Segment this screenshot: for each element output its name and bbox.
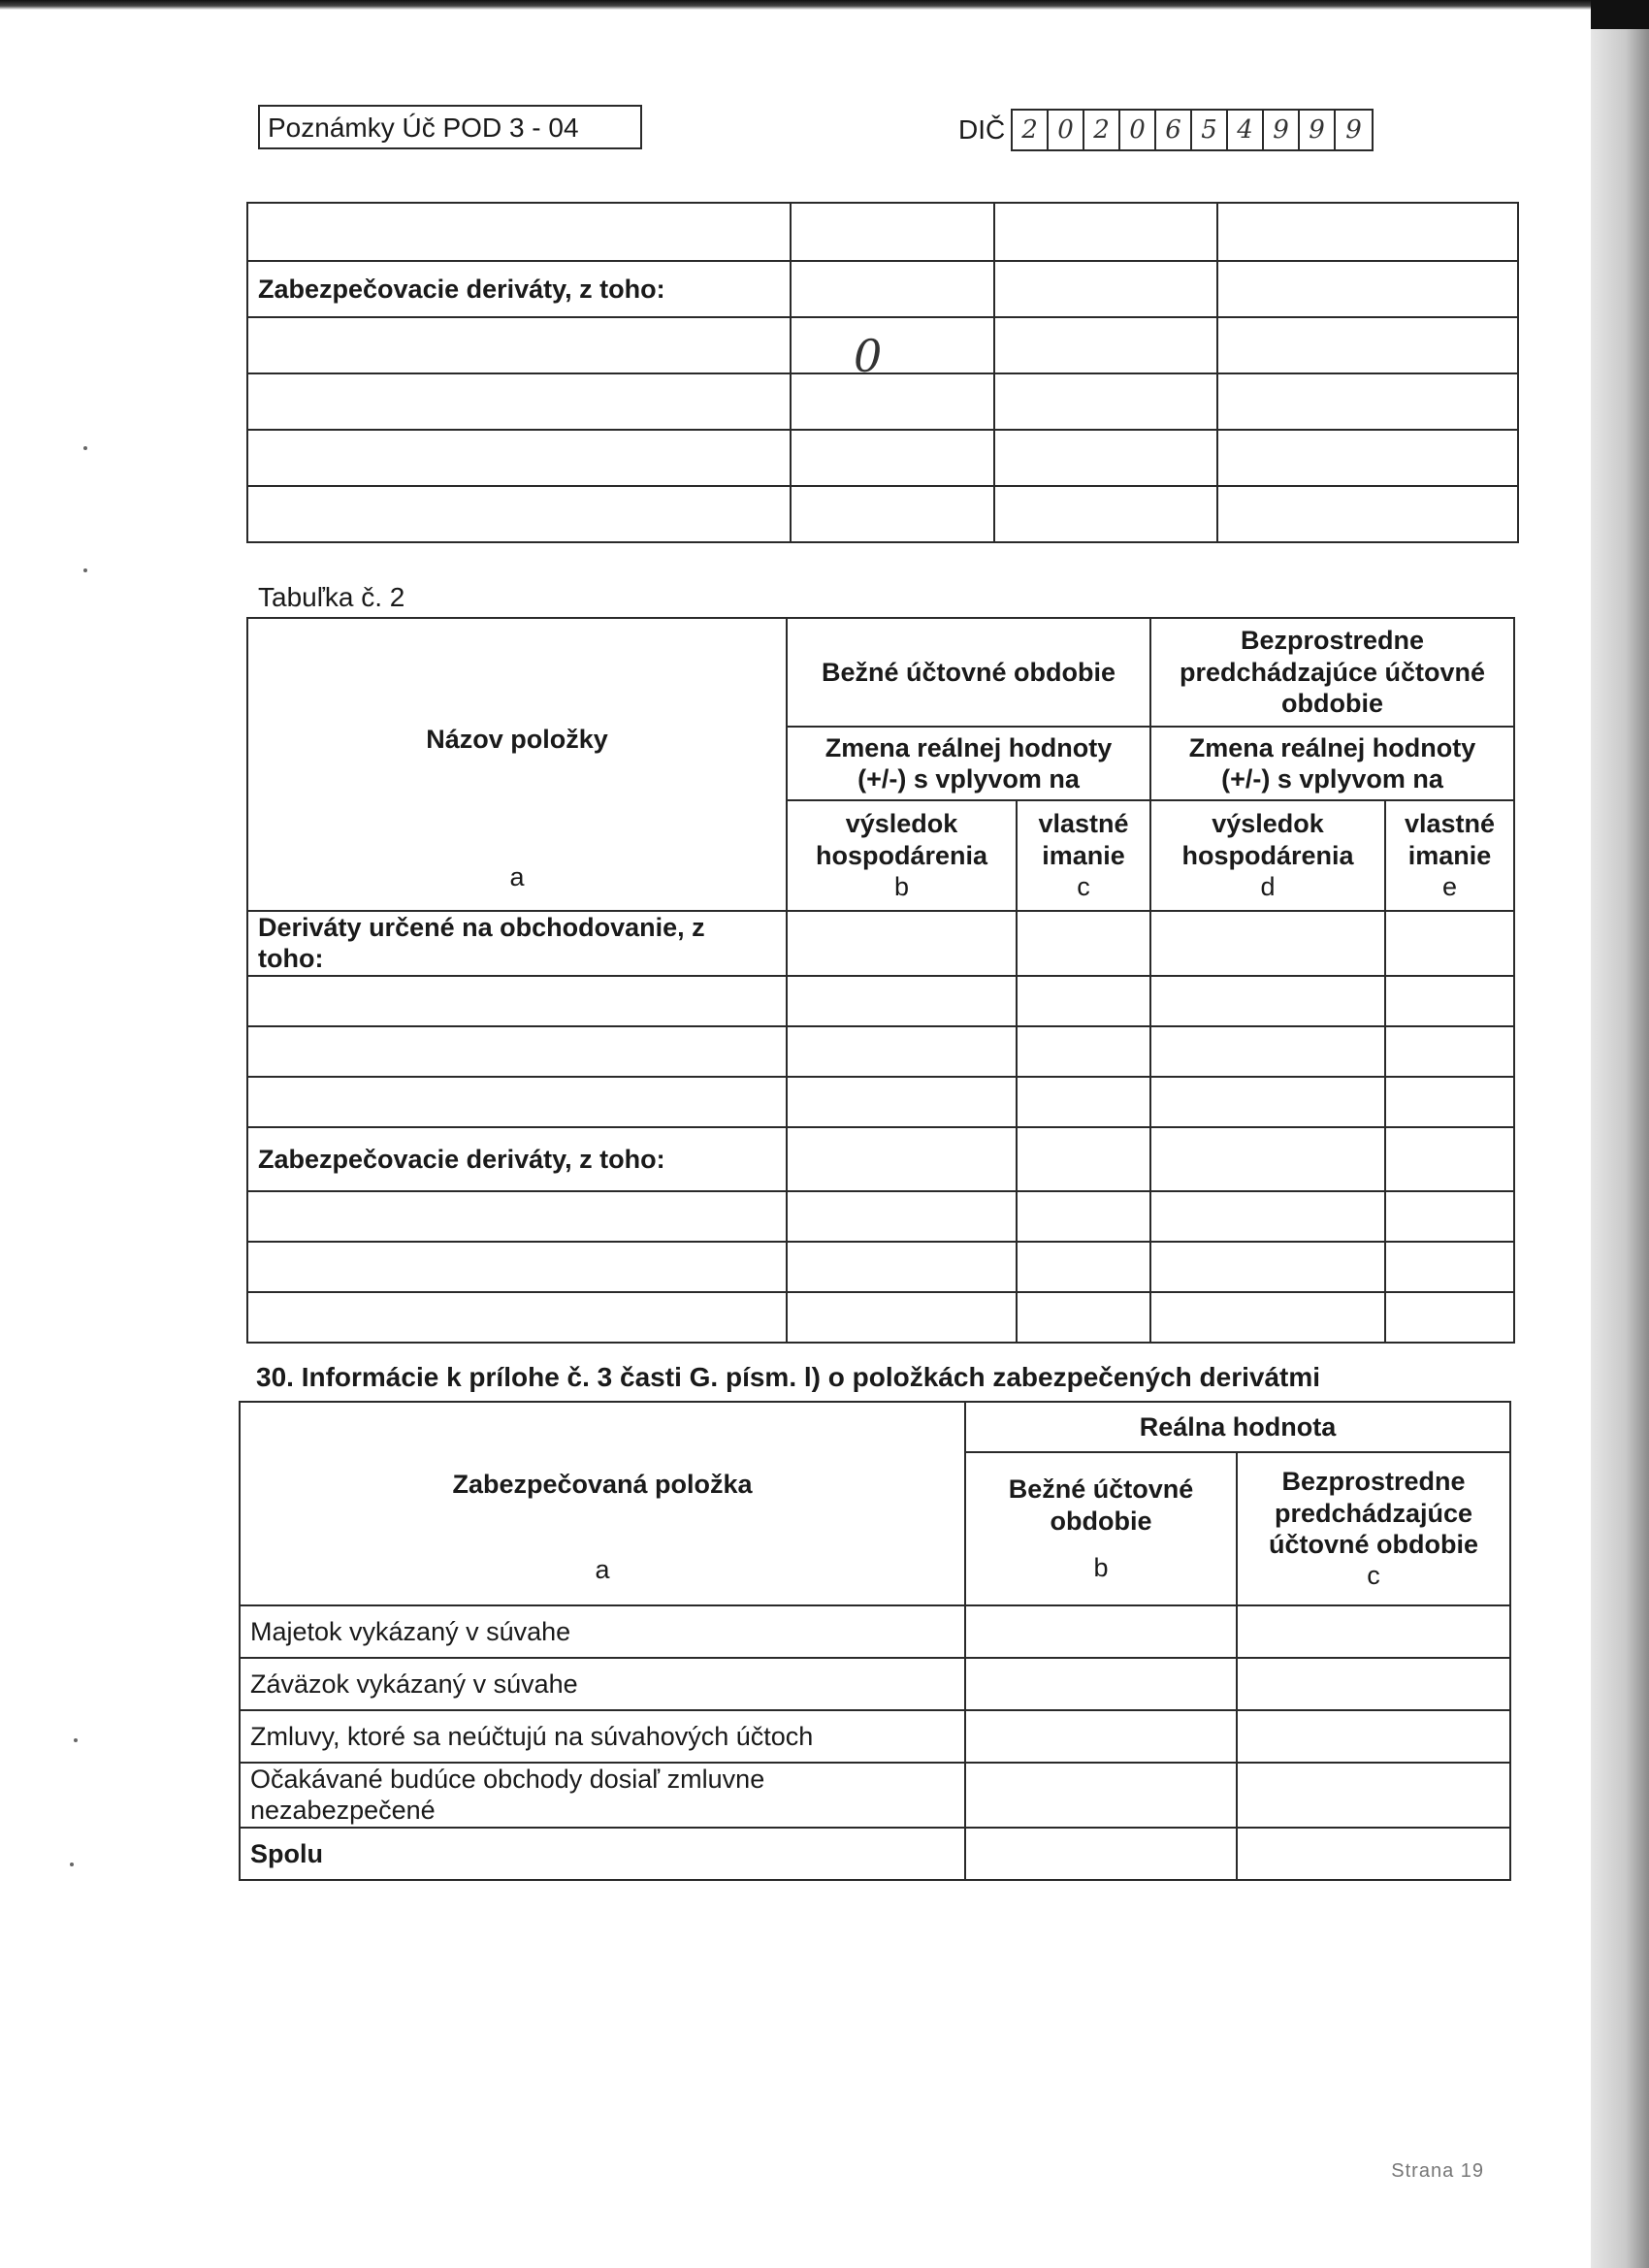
dic-label: DIČ <box>958 114 1006 145</box>
result-label: výsledok hospodárenia <box>1181 809 1354 870</box>
dic-digit: 9 <box>1264 111 1300 149</box>
col-letter-d: d <box>1260 872 1276 902</box>
hedged-item-row: Záväzok vykázaný v súvahe <box>240 1658 965 1710</box>
item-header-label: Zabezpečovaná položka <box>452 1470 753 1499</box>
change-previous-header: Zmena reálnej hodnoty (+/-) s vplyvom na <box>1150 727 1514 800</box>
item-header-label: Názov položky <box>426 725 608 754</box>
dic-digit: 0 <box>1049 111 1084 149</box>
previous-period-header <box>1237 1452 1510 1605</box>
dic-digit: 2 <box>1084 111 1120 149</box>
col-letter-c: c <box>1077 872 1090 902</box>
table2-item-header <box>247 618 787 911</box>
hedged-item-row: Majetok vykázaný v súvahe <box>240 1605 965 1658</box>
dic-digit: 5 <box>1192 111 1228 149</box>
section30-item-header <box>240 1402 965 1605</box>
hedging-derivatives-row-label: Zabezpečovacie deriváty, z toho: <box>247 261 791 317</box>
equity-label: vlastné imanie <box>1038 809 1129 870</box>
item-header-letter: a <box>509 862 525 892</box>
col-letter-b: b <box>893 872 910 902</box>
change-current-header: Zmena reálnej hodnoty (+/-) s vplyvom na <box>787 727 1150 800</box>
scan-right-edge <box>1591 0 1649 2268</box>
dic-digit: 6 <box>1156 111 1192 149</box>
hedged-item-row: Zmluvy, ktoré sa neúčtujú na súvahových účtoch <box>240 1710 965 1763</box>
handwritten-zero: 0 <box>854 330 883 382</box>
table2 <box>246 617 1515 1344</box>
result-current-header <box>787 800 1017 911</box>
scan-corner <box>1591 0 1649 29</box>
binder-hole-mark <box>83 446 87 450</box>
table2-caption: Tabuľka č. 2 <box>258 582 405 612</box>
previous-period-header: Bezprostredne predchádzajúce účtovné obdobie <box>1150 618 1514 727</box>
hedging-derivatives-row-label-2: Zabezpečovacie deriváty, z toho: <box>247 1127 787 1191</box>
result-previous-header <box>1150 800 1385 911</box>
col-letter-e: e <box>1441 872 1458 902</box>
equity-current-header <box>1017 800 1150 911</box>
top-derivatives-table <box>246 202 1519 543</box>
page-number: Strana 19 <box>1391 2160 1484 2182</box>
current-period-label: Bežné účtovné obdobie <box>1008 1474 1194 1536</box>
current-period-header: Bežné účtovné obdobie <box>787 618 1150 727</box>
dic-digit: 9 <box>1345 115 1362 145</box>
dic-grid <box>1011 109 1374 151</box>
binder-hole-mark <box>74 1738 78 1742</box>
binder-hole-mark <box>70 1863 74 1866</box>
hedged-item-row: Očakávané budúce obchody dosiaľ zmluvne nezabezpečené <box>240 1763 965 1828</box>
fair-value-header: Reálna hodnota <box>965 1402 1510 1452</box>
equity-previous-header <box>1385 800 1514 911</box>
current-period-header <box>965 1452 1237 1605</box>
dic-digit: 0 <box>1120 111 1156 149</box>
dic-digit: 9 <box>1300 111 1336 149</box>
previous-period-label: Bezprostredne predchádzajúce účtovné obdobie <box>1269 1467 1478 1559</box>
result-label: výsledok hospodárenia <box>815 809 988 870</box>
dic-digit: 2 <box>1013 111 1049 149</box>
scan-top-edge <box>0 0 1591 10</box>
form-label: Poznámky Úč POD 3 - 04 <box>258 105 642 149</box>
equity-label: vlastné imanie <box>1404 809 1496 870</box>
binder-hole-mark <box>83 568 87 572</box>
col-letter-c: c <box>1367 1561 1380 1591</box>
dic-digit: 4 <box>1228 111 1264 149</box>
trading-derivatives-row-label: Deriváty určené na obchodovanie, z toho: <box>247 911 787 976</box>
section30-table <box>239 1401 1511 1881</box>
total-row-label: Spolu <box>240 1828 965 1880</box>
section30-title: 30. Informácie k prílohe č. 3 časti G. písm. l) o položkách zabezpečených derivátmi <box>256 1362 1321 1392</box>
item-header-letter: a <box>595 1555 610 1585</box>
col-letter-b: b <box>1093 1553 1109 1583</box>
